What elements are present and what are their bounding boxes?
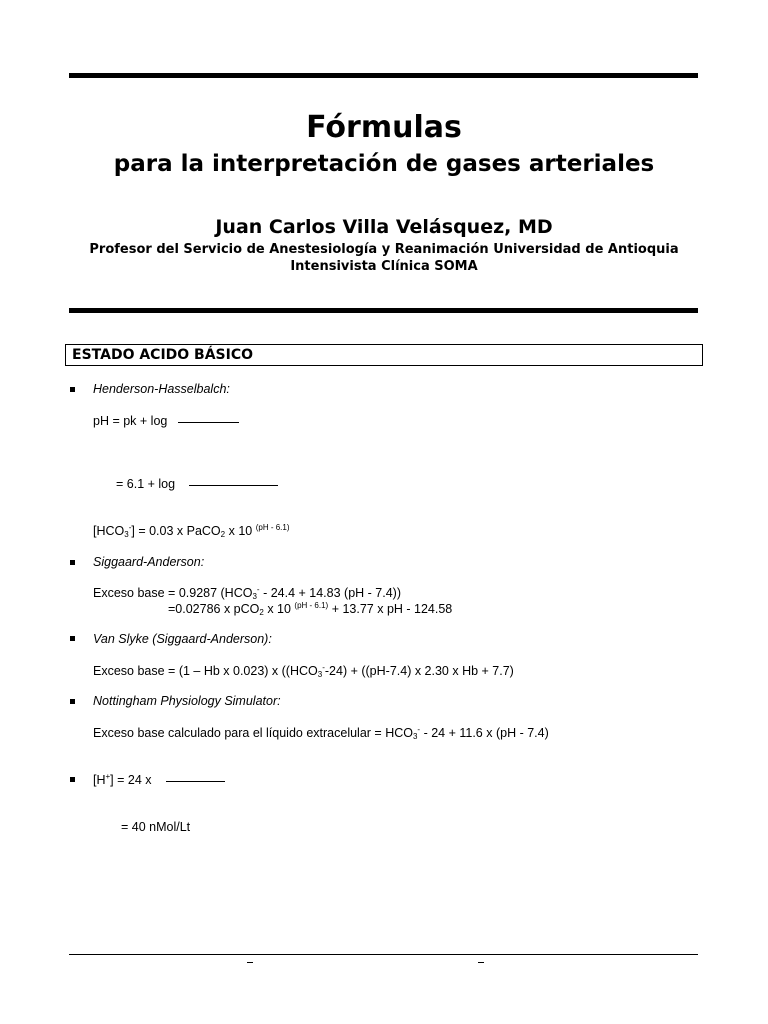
formula-line: [H+] = 24 x <box>93 772 152 787</box>
bullet-icon <box>70 777 75 782</box>
formula-line: pH = pk + log <box>93 414 168 428</box>
footer-dash <box>478 962 484 963</box>
fraction-bar <box>166 781 225 782</box>
bullet-icon <box>70 699 75 704</box>
author-affiliation-2: Intensivista Clínica SOMA <box>290 259 478 274</box>
author-affiliation: Profesor del Servicio de Anestesiología y Reanimación Universidad de Antioquia <box>89 242 679 257</box>
formula-line: Exceso base = 0.9287 ($HCO_3^- - 24.4 + 14.83$ (pH - 7.4)) <box>93 585 401 601</box>
page-subtitle: para la interpretación de gases arteriales <box>113 151 655 177</box>
formula-name-van-slyke: Van Slyke (Siggaard-Anderson): <box>93 632 272 646</box>
formula-line: = 40 nMol/Lt <box>121 820 191 834</box>
bullet-icon <box>70 560 75 565</box>
formula-name-siggaard: Siggaard-Anderson: <box>93 555 205 569</box>
bullet-icon <box>70 636 75 641</box>
formula-line: Exceso base calculado para el líquido extracelular = $HCO_3^- - 24 + 11.6$ x (pH - 7.4) <box>93 725 549 741</box>
section-heading-box <box>65 344 703 366</box>
page-title: Fórmulas <box>306 110 462 145</box>
footer-dash <box>247 962 253 963</box>
formula-line: $[HCO_3^-] = 0.03$ x PaCO$_2$ x 10 $^{(pH - 6.1)}$ <box>93 523 290 539</box>
footer-rule <box>69 954 698 955</box>
header-bottom-rule <box>69 308 698 313</box>
formula-line: = 6.1 + log <box>116 477 176 491</box>
author-name: Juan Carlos Villa Velásquez, MD <box>215 216 553 238</box>
fraction-bar <box>178 422 239 423</box>
section-title: ESTADO ACIDO BÁSICO <box>72 347 254 363</box>
top-rule <box>69 73 698 78</box>
formula-name-henderson: Henderson-Hasselbalch: <box>93 382 230 396</box>
formula-line: =0.02786 x pCO$_2$ x 10 $^{(pH - 6.1)}$ + 13.77 x pH - 124.58 <box>168 601 453 617</box>
bullet-icon <box>70 387 75 392</box>
fraction-bar <box>189 485 278 486</box>
formula-line: Exceso base = (1 – Hb x 0.023) x ($(HCO_3^--24) + ((pH-7.4)$ x 2.30 x Hb + 7.7) <box>93 663 514 679</box>
formula-name-nottingham: Nottingham Physiology Simulator: <box>93 694 281 708</box>
